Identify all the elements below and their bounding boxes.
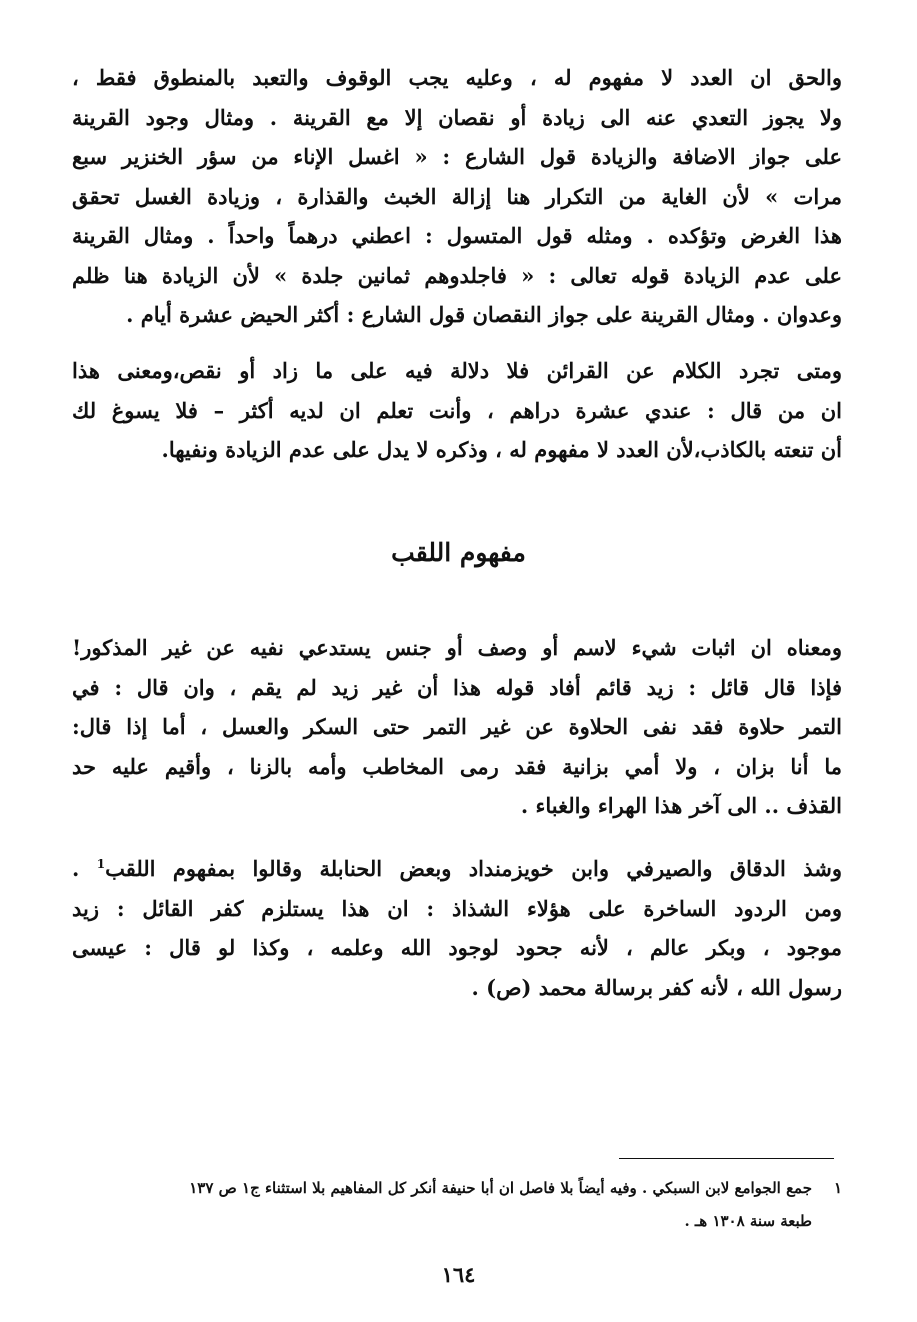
- footnote: [72, 1172, 842, 1238]
- footnote-line: طبعة سنة ١٣٠٨ هـ .: [684, 1212, 812, 1230]
- text-line: ما أنا بزان ، ولا أمي بزانية فقد رمى المخاطب وأمه بالزنا ، وأقيم عليه حد: [72, 753, 842, 779]
- text-line: موجود ، وبكر عالم ، لأنه جحود لوجود الله وعلمه ، وكذا لو قال : عيسى: [72, 935, 842, 960]
- footnote-number: ١: [833, 1179, 842, 1197]
- text-line: رسول الله ، لأنه كفر برسالة محمد (ص) .: [471, 974, 842, 1000]
- text-line: التمر حلاوة فقد نفى الحلاوة عن غير التمر حتى السكر والعسل ، أما إذا قال:: [72, 714, 842, 739]
- footnote-divider: [619, 1158, 834, 1159]
- paragraph-number-concept: [72, 58, 842, 335]
- section-heading: مفهوم اللقب: [391, 538, 526, 567]
- text-line: على عدم الزيادة قوله تعالى : « فاجلدوهم ثمانين جلدة » لأن الزيادة هنا ظلم: [72, 262, 842, 288]
- text-line: ان من قال : عندي عشرة دراهم ، وأنت تعلم ان لديه أكثر – فلا يسوغ لك: [72, 397, 842, 423]
- text-line: فإذا قال قائل : زيد قائم أفاد قوله هذا أن غير زيد لم يقم ، وان قال : في: [72, 674, 842, 700]
- text-line: ومتى تجرد الكلام عن القرائن فلا دلالة فيه على ما زاد أو نقص،ومعنى هذا: [72, 358, 842, 383]
- footnote-text: [72, 1172, 812, 1238]
- text-line: أن تنعته بالكاذب،لأن العدد لا مفهوم له ، وذكره لا يدل على عدم الزيادة ونفيها.: [161, 437, 842, 462]
- paragraph-dissenters: [72, 845, 842, 1007]
- text-line-content: وشذ الدقاق والصيرفي وابن خويزمنداد وبعض الحنابلة وقالوا بمفهوم اللقب: [105, 856, 842, 881]
- text-line: ولا يجوز التعدي عنه الى زيادة أو نقصان إلا مع القرينة . ومثال وجود القرينة: [72, 104, 842, 130]
- text-line: هذا الغرض وتؤكده . ومثله قول المتسول : اعطني درهماً واحداً . ومثال القرينة: [72, 223, 842, 248]
- text-line: والحق ان العدد لا مفهوم له ، وعليه يجب الوقوف والتعبد بالمنطوق فقط ،: [72, 65, 842, 90]
- text-line: على جواز الاضافة والزيادة قول الشارع : « اغسل الإناء من سؤر الخنزير سبع: [72, 144, 842, 169]
- text-line: ومن الردود الساخرة على هؤلاء الشذاذ : ان هذا يستلزم كفر القائل : زيد: [72, 895, 842, 921]
- text-line: القذف .. الى آخر هذا الهراء والغباء .: [520, 793, 842, 818]
- paragraph-no-context: [72, 351, 842, 470]
- text-line: ومعناه ان اثبات شيء لاسم أو وصف أو جنس يستدعي نفيه عن غير المذكور!: [72, 635, 842, 660]
- footnote-line: جمع الجوامع لابن السبكي . وفيه أيضاً بلا فاصل ان أبا حنيفة أنكر كل المفاهيم بلا استثناء ج١ ص ١٣٧: [189, 1179, 812, 1197]
- text-line: وشذ الدقاق والصيرفي وابن خويزمنداد وبعض الحنابلة وقالوا بمفهوم اللقب$^1$ .: [72, 856, 842, 881]
- text-line: مرات » لأن الغاية من التكرار هنا إزالة الخبث والقذارة ، وزيادة الغسل تحقق: [72, 183, 842, 209]
- paragraph-laqab-meaning: [72, 628, 842, 826]
- text-line: وعدوان . ومثال القرينة على جواز النقصان قول الشارع : أكثر الحيض عشرة أيام .: [126, 302, 842, 327]
- page-number: ١٦٤: [441, 1262, 476, 1287]
- footnote-reference: 1: [96, 857, 106, 871]
